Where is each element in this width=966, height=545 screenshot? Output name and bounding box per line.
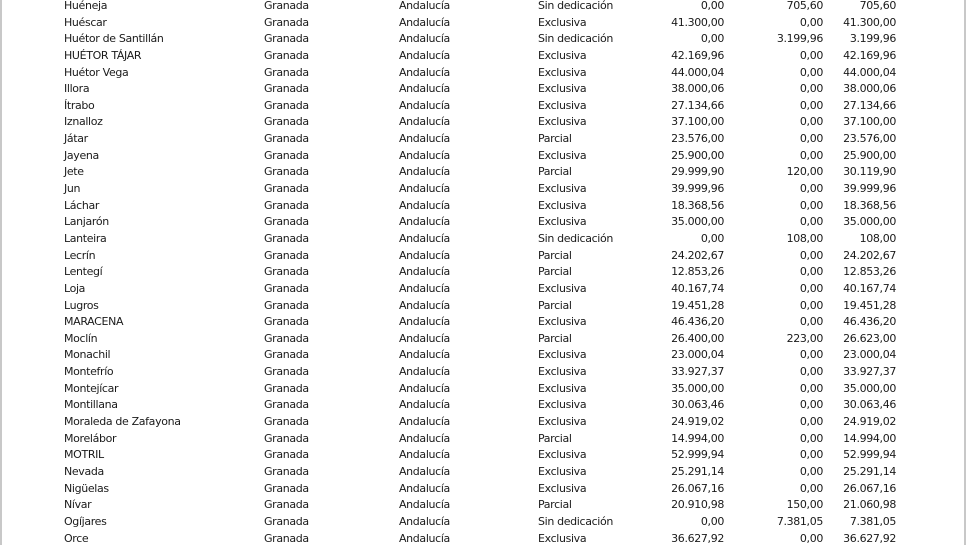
region-cell: Andalucía xyxy=(399,448,450,462)
municipality-cell: Huétor de Santillán xyxy=(64,32,164,46)
allowance-cell: 0,00 xyxy=(799,65,823,79)
salary-cell: 14.994,00 xyxy=(671,431,724,445)
allowance-cell: 0,00 xyxy=(799,281,823,295)
province-cell: Granada xyxy=(264,15,309,29)
province-cell: Granada xyxy=(264,448,309,462)
province-cell: Granada xyxy=(264,498,309,512)
dedication-cell: Exclusiva xyxy=(538,464,587,478)
municipality-cell: Lentegí xyxy=(64,265,103,279)
region-cell: Andalucía xyxy=(399,348,450,362)
total-cell: 41.300,00 xyxy=(843,15,896,29)
table-row xyxy=(0,114,964,131)
allowance-cell: 0,00 xyxy=(799,115,823,129)
dedication-cell: Exclusiva xyxy=(538,398,587,412)
dedication-cell: Exclusiva xyxy=(538,315,587,329)
table-row xyxy=(0,65,964,82)
salary-cell: 23.000,04 xyxy=(671,348,724,362)
province-cell: Granada xyxy=(264,514,309,528)
total-cell: 3.199,96 xyxy=(849,32,896,46)
province-cell: Granada xyxy=(264,132,309,146)
allowance-cell: 0,00 xyxy=(799,431,823,445)
salary-cell: 33.927,37 xyxy=(671,365,724,379)
table-row xyxy=(0,148,964,165)
allowance-cell: 0,00 xyxy=(799,381,823,395)
province-cell: Granada xyxy=(264,165,309,179)
total-cell: 40.167,74 xyxy=(843,281,896,295)
allowance-cell: 0,00 xyxy=(799,464,823,478)
region-cell: Andalucía xyxy=(399,531,450,545)
region-cell: Andalucía xyxy=(399,415,450,429)
table-row xyxy=(0,298,964,315)
region-cell: Andalucía xyxy=(399,0,450,12)
province-cell: Granada xyxy=(264,365,309,379)
table-row xyxy=(0,131,964,148)
total-cell: 52.999,94 xyxy=(843,448,896,462)
table-row xyxy=(0,48,964,65)
total-cell: 25.900,00 xyxy=(843,148,896,162)
province-cell: Granada xyxy=(264,331,309,345)
dedication-cell: Parcial xyxy=(538,431,572,445)
province-cell: Granada xyxy=(264,415,309,429)
total-cell: 39.999,96 xyxy=(843,182,896,196)
total-cell: 7.381,05 xyxy=(849,514,896,528)
allowance-cell: 120,00 xyxy=(786,165,823,179)
dedication-cell: Parcial xyxy=(538,498,572,512)
total-cell: 23.000,04 xyxy=(843,348,896,362)
municipality-cell: Játar xyxy=(64,132,88,146)
table-row xyxy=(0,98,964,115)
total-cell: 14.994,00 xyxy=(843,431,896,445)
dedication-cell: Exclusiva xyxy=(538,182,587,196)
region-cell: Andalucía xyxy=(399,231,450,245)
municipality-cell: Illora xyxy=(64,82,90,96)
dedication-cell: Exclusiva xyxy=(538,15,587,29)
dedication-cell: Parcial xyxy=(538,331,572,345)
salary-cell: 38.000,06 xyxy=(671,82,724,96)
total-cell: 35.000,00 xyxy=(843,215,896,229)
province-cell: Granada xyxy=(264,481,309,495)
salary-cell: 24.202,67 xyxy=(671,248,724,262)
municipality-cell: Lanjarón xyxy=(64,215,109,229)
municipality-cell: Orce xyxy=(64,531,89,545)
total-cell: 42.169,96 xyxy=(843,48,896,62)
table-row xyxy=(0,381,964,398)
region-cell: Andalucía xyxy=(399,148,450,162)
dedication-cell: Parcial xyxy=(538,298,572,312)
total-cell: 26.067,16 xyxy=(843,481,896,495)
region-cell: Andalucía xyxy=(399,115,450,129)
allowance-cell: 0,00 xyxy=(799,415,823,429)
municipality-cell: Jayena xyxy=(64,148,99,162)
municipality-cell: Loja xyxy=(64,281,86,295)
dedication-cell: Exclusiva xyxy=(538,215,587,229)
municipality-cell: MOTRIL xyxy=(64,448,104,462)
region-cell: Andalucía xyxy=(399,82,450,96)
total-cell: 18.368,56 xyxy=(843,198,896,212)
dedication-cell: Exclusiva xyxy=(538,65,587,79)
province-cell: Granada xyxy=(264,48,309,62)
province-cell: Granada xyxy=(264,148,309,162)
region-cell: Andalucía xyxy=(399,182,450,196)
municipality-cell: Lecrín xyxy=(64,248,96,262)
region-cell: Andalucía xyxy=(399,32,450,46)
dedication-cell: Exclusiva xyxy=(538,48,587,62)
salary-cell: 0,00 xyxy=(700,0,724,12)
dedication-cell: Exclusiva xyxy=(538,415,587,429)
allowance-cell: 0,00 xyxy=(799,82,823,96)
total-cell: 24.202,67 xyxy=(843,248,896,262)
province-cell: Granada xyxy=(264,531,309,545)
region-cell: Andalucía xyxy=(399,198,450,212)
allowance-cell: 0,00 xyxy=(799,298,823,312)
allowance-cell: 223,00 xyxy=(786,331,823,345)
salary-cell: 29.999,90 xyxy=(671,165,724,179)
allowance-cell: 0,00 xyxy=(799,198,823,212)
salary-cell: 35.000,00 xyxy=(671,215,724,229)
region-cell: Andalucía xyxy=(399,481,450,495)
table-row xyxy=(0,164,964,181)
dedication-cell: Parcial xyxy=(538,132,572,146)
salary-cell: 0,00 xyxy=(700,514,724,528)
table-row xyxy=(0,447,964,464)
municipality-cell: Nevada xyxy=(64,464,104,478)
table-row xyxy=(0,347,964,364)
table-row xyxy=(0,531,964,545)
province-cell: Granada xyxy=(264,198,309,212)
municipality-cell: Montejícar xyxy=(64,381,119,395)
table-row xyxy=(0,514,964,531)
salary-cell: 12.853,26 xyxy=(671,265,724,279)
region-cell: Andalucía xyxy=(399,464,450,478)
table-row xyxy=(0,81,964,98)
municipality-cell: Huéscar xyxy=(64,15,107,29)
municipality-cell: Iznalloz xyxy=(64,115,103,129)
municipality-cell: Monachil xyxy=(64,348,111,362)
allowance-cell: 0,00 xyxy=(799,98,823,112)
total-cell: 26.623,00 xyxy=(843,331,896,345)
dedication-cell: Exclusiva xyxy=(538,148,587,162)
salary-cell: 41.300,00 xyxy=(671,15,724,29)
total-cell: 36.627,92 xyxy=(843,531,896,545)
province-cell: Granada xyxy=(264,32,309,46)
municipality-cell: MARACENA xyxy=(64,315,124,329)
table-row xyxy=(0,481,964,498)
salary-cell: 40.167,74 xyxy=(671,281,724,295)
table-row xyxy=(0,397,964,414)
allowance-cell: 0,00 xyxy=(799,531,823,545)
dedication-cell: Exclusiva xyxy=(538,348,587,362)
province-cell: Granada xyxy=(264,381,309,395)
salary-cell: 24.919,02 xyxy=(671,415,724,429)
municipality-cell: Nívar xyxy=(64,498,92,512)
province-cell: Granada xyxy=(264,281,309,295)
province-cell: Granada xyxy=(264,98,309,112)
region-cell: Andalucía xyxy=(399,65,450,79)
region-cell: Andalucía xyxy=(399,265,450,279)
region-cell: Andalucía xyxy=(399,381,450,395)
region-cell: Andalucía xyxy=(399,281,450,295)
salary-cell: 25.291,14 xyxy=(671,464,724,478)
province-cell: Granada xyxy=(264,431,309,445)
table-row xyxy=(0,331,964,348)
province-cell: Granada xyxy=(264,215,309,229)
salary-cell: 19.451,28 xyxy=(671,298,724,312)
total-cell: 24.919,02 xyxy=(843,415,896,429)
municipality-cell: Montefrío xyxy=(64,365,114,379)
region-cell: Andalucía xyxy=(399,248,450,262)
salary-cell: 46.436,20 xyxy=(671,315,724,329)
allowance-cell: 0,00 xyxy=(799,15,823,29)
table-row xyxy=(0,264,964,281)
municipality-cell: Huéneja xyxy=(64,0,108,12)
dedication-cell: Sin dedicación xyxy=(538,0,613,12)
allowance-cell: 0,00 xyxy=(799,365,823,379)
dedication-cell: Sin dedicación xyxy=(538,514,613,528)
salary-cell: 18.368,56 xyxy=(671,198,724,212)
allowance-cell: 0,00 xyxy=(799,315,823,329)
total-cell: 30.063,46 xyxy=(843,398,896,412)
province-cell: Granada xyxy=(264,231,309,245)
salary-cell: 0,00 xyxy=(700,231,724,245)
salary-cell: 35.000,00 xyxy=(671,381,724,395)
table-row xyxy=(0,314,964,331)
total-cell: 46.436,20 xyxy=(843,315,896,329)
allowance-cell: 108,00 xyxy=(786,231,823,245)
municipality-cell: Nigüelas xyxy=(64,481,109,495)
dedication-cell: Exclusiva xyxy=(538,365,587,379)
region-cell: Andalucía xyxy=(399,431,450,445)
region-cell: Andalucía xyxy=(399,48,450,62)
salary-cell: 26.400,00 xyxy=(671,331,724,345)
municipality-cell: Morelábor xyxy=(64,431,117,445)
province-cell: Granada xyxy=(264,65,309,79)
dedication-cell: Exclusiva xyxy=(538,281,587,295)
province-cell: Granada xyxy=(264,182,309,196)
dedication-cell: Exclusiva xyxy=(538,98,587,112)
salary-cell: 25.900,00 xyxy=(671,148,724,162)
dedication-cell: Parcial xyxy=(538,265,572,279)
dedication-cell: Parcial xyxy=(538,165,572,179)
salary-cell: 30.063,46 xyxy=(671,398,724,412)
total-cell: 19.451,28 xyxy=(843,298,896,312)
table-row xyxy=(0,497,964,514)
table-row xyxy=(0,0,964,15)
total-cell: 37.100,00 xyxy=(843,115,896,129)
salary-cell: 0,00 xyxy=(700,32,724,46)
dedication-cell: Parcial xyxy=(538,248,572,262)
allowance-cell: 0,00 xyxy=(799,248,823,262)
table-row xyxy=(0,181,964,198)
province-cell: Granada xyxy=(264,0,309,12)
allowance-cell: 0,00 xyxy=(799,481,823,495)
total-cell: 23.576,00 xyxy=(843,132,896,146)
region-cell: Andalucía xyxy=(399,98,450,112)
total-cell: 108,00 xyxy=(859,231,896,245)
municipality-cell: HUÉTOR TÁJAR xyxy=(64,48,142,62)
province-cell: Granada xyxy=(264,298,309,312)
total-cell: 38.000,06 xyxy=(843,82,896,96)
province-cell: Granada xyxy=(264,315,309,329)
region-cell: Andalucía xyxy=(399,132,450,146)
allowance-cell: 0,00 xyxy=(799,265,823,279)
allowance-cell: 0,00 xyxy=(799,215,823,229)
total-cell: 33.927,37 xyxy=(843,365,896,379)
allowance-cell: 3.199,96 xyxy=(776,32,823,46)
region-cell: Andalucía xyxy=(399,498,450,512)
municipality-cell: Ítrabo xyxy=(64,98,95,112)
municipality-cell: Huétor Vega xyxy=(64,65,129,79)
total-cell: 705,60 xyxy=(859,0,896,12)
allowance-cell: 150,00 xyxy=(786,498,823,512)
allowance-cell: 0,00 xyxy=(799,398,823,412)
salary-cell: 37.100,00 xyxy=(671,115,724,129)
total-cell: 12.853,26 xyxy=(843,265,896,279)
province-cell: Granada xyxy=(264,82,309,96)
total-cell: 21.060,98 xyxy=(843,498,896,512)
salary-cell: 44.000,04 xyxy=(671,65,724,79)
salary-cell: 42.169,96 xyxy=(671,48,724,62)
table-row xyxy=(0,281,964,298)
table-row xyxy=(0,198,964,215)
total-cell: 27.134,66 xyxy=(843,98,896,112)
table-row xyxy=(0,464,964,481)
region-cell: Andalucía xyxy=(399,331,450,345)
allowance-cell: 0,00 xyxy=(799,48,823,62)
region-cell: Andalucía xyxy=(399,15,450,29)
dedication-cell: Exclusiva xyxy=(538,381,587,395)
region-cell: Andalucía xyxy=(399,215,450,229)
allowance-cell: 705,60 xyxy=(786,0,823,12)
salary-cell: 36.627,92 xyxy=(671,531,724,545)
province-cell: Granada xyxy=(264,398,309,412)
municipality-cell: Lanteira xyxy=(64,231,107,245)
dedication-cell: Exclusiva xyxy=(538,115,587,129)
salary-cell: 23.576,00 xyxy=(671,132,724,146)
province-cell: Granada xyxy=(264,248,309,262)
allowance-cell: 0,00 xyxy=(799,348,823,362)
table-row xyxy=(0,364,964,381)
allowance-cell: 7.381,05 xyxy=(776,514,823,528)
allowance-cell: 0,00 xyxy=(799,448,823,462)
municipality-cell: Montillana xyxy=(64,398,118,412)
total-cell: 25.291,14 xyxy=(843,464,896,478)
dedication-cell: Exclusiva xyxy=(538,531,587,545)
table-row xyxy=(0,431,964,448)
salary-cell: 52.999,94 xyxy=(671,448,724,462)
table-row xyxy=(0,248,964,265)
municipality-cell: Ogíjares xyxy=(64,514,107,528)
region-cell: Andalucía xyxy=(399,398,450,412)
municipality-cell: Moraleda de Zafayona xyxy=(64,415,181,429)
allowance-cell: 0,00 xyxy=(799,148,823,162)
province-cell: Granada xyxy=(264,115,309,129)
salary-cell: 27.134,66 xyxy=(671,98,724,112)
salary-cell: 39.999,96 xyxy=(671,182,724,196)
region-cell: Andalucía xyxy=(399,315,450,329)
province-cell: Granada xyxy=(264,265,309,279)
region-cell: Andalucía xyxy=(399,298,450,312)
dedication-cell: Exclusiva xyxy=(538,481,587,495)
region-cell: Andalucía xyxy=(399,365,450,379)
table-row xyxy=(0,231,964,248)
total-cell: 35.000,00 xyxy=(843,381,896,395)
municipality-cell: Láchar xyxy=(64,198,100,212)
allowance-cell: 0,00 xyxy=(799,132,823,146)
dedication-cell: Sin dedicación xyxy=(538,231,613,245)
dedication-cell: Sin dedicación xyxy=(538,32,613,46)
dedication-cell: Exclusiva xyxy=(538,82,587,96)
total-cell: 44.000,04 xyxy=(843,65,896,79)
region-cell: Andalucía xyxy=(399,165,450,179)
table-row xyxy=(0,15,964,32)
municipality-cell: Lugros xyxy=(64,298,99,312)
table-row xyxy=(0,414,964,431)
municipality-cell: Jete xyxy=(64,165,84,179)
dedication-cell: Exclusiva xyxy=(538,198,587,212)
salary-cell: 26.067,16 xyxy=(671,481,724,495)
dedication-cell: Exclusiva xyxy=(538,448,587,462)
municipality-cell: Moclín xyxy=(64,331,98,345)
allowance-cell: 0,00 xyxy=(799,182,823,196)
salary-cell: 20.910,98 xyxy=(671,498,724,512)
total-cell: 30.119,90 xyxy=(843,165,896,179)
table-row xyxy=(0,31,964,48)
municipality-cell: Jun xyxy=(64,182,81,196)
region-cell: Andalucía xyxy=(399,514,450,528)
province-cell: Granada xyxy=(264,464,309,478)
table-row xyxy=(0,214,964,231)
province-cell: Granada xyxy=(264,348,309,362)
